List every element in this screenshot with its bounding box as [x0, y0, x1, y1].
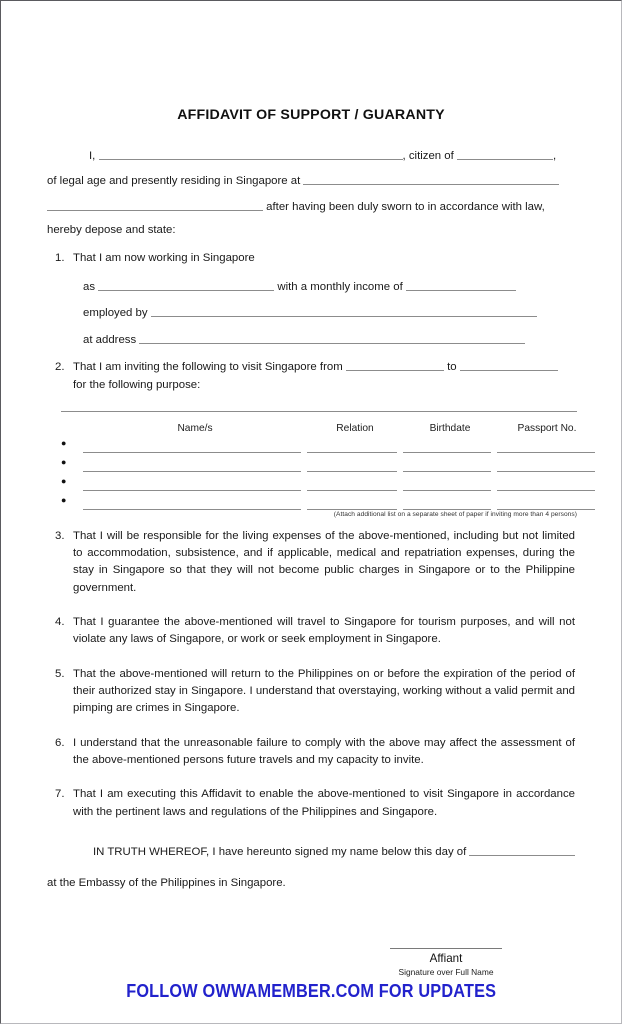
- employer-field[interactable]: [151, 306, 537, 317]
- signature-inner: [351, 948, 541, 977]
- employer-address-field[interactable]: [139, 333, 525, 344]
- item-5-number: 5.: [55, 667, 65, 680]
- column-header-relation: Relation: [336, 422, 374, 434]
- invitee-relation-field-1[interactable]: [307, 438, 397, 453]
- bullet-icon: ●: [61, 475, 67, 486]
- invitee-birthdate-field-2[interactable]: [403, 457, 491, 472]
- invitee-relation-field-3[interactable]: [307, 476, 397, 491]
- signature-block: [47, 948, 575, 977]
- to-label: to: [447, 361, 457, 374]
- item-6-number: 6.: [55, 736, 65, 749]
- invitee-name-field-2[interactable]: [83, 457, 301, 472]
- invitee-name-field-1[interactable]: [83, 438, 301, 453]
- item-7-text: That I am executing this Affidavit to enable the above-mentioned to visit Singapore in accordance with the pertinent laws and regulations of the Philippines and Singapore.: [73, 788, 575, 818]
- item-1-subline-address: [47, 333, 575, 346]
- bullet-icon: ●: [61, 494, 67, 505]
- column-header-passport: Passport No.: [517, 422, 577, 434]
- item-1-number: 1.: [55, 251, 65, 264]
- document-sheet: [1, 1, 621, 977]
- preamble-citizen-label: , citizen of: [402, 150, 454, 162]
- item-2: [47, 359, 575, 394]
- residence-address-field-2[interactable]: [47, 200, 263, 211]
- preamble-line-3: [47, 200, 575, 213]
- inviting-label: That I am inviting the following to visit Singapore from: [73, 361, 343, 374]
- item-4-text: That I guarantee the above-mentioned will travel to Singapore for tourism purposes, and will not violate any laws of Singapore, or work or seek employment in Singapore.: [73, 616, 575, 646]
- at-address-label: at address: [83, 333, 137, 346]
- item-6: [47, 735, 575, 770]
- invitee-passport-field-2[interactable]: [497, 457, 595, 472]
- column-header-names: Name/s: [177, 422, 213, 434]
- item-2-text: [73, 359, 575, 394]
- residence-address-field-1[interactable]: [303, 174, 559, 185]
- invitee-birthdate-field-3[interactable]: [403, 476, 491, 491]
- closing-line-2: at the Embassy of the Philippines in Singapore.: [47, 876, 286, 889]
- item-1-text: That I am now working in Singapore: [73, 251, 255, 264]
- in-truth-whereof-label: IN TRUTH WHEREOF, I have hereunto signed my name below this day of: [93, 846, 467, 859]
- visit-to-date-field[interactable]: [460, 360, 558, 371]
- page-title: AFFIDAVIT OF SUPPORT / GUARANTY: [177, 107, 445, 123]
- item-2-number: 2.: [55, 361, 65, 374]
- invitee-birthdate-field-4[interactable]: [403, 495, 491, 510]
- closing-line-1: [47, 843, 575, 861]
- item-1-subline-as: [47, 280, 575, 293]
- signing-date-field[interactable]: [469, 845, 575, 856]
- purpose-field[interactable]: [61, 411, 577, 412]
- closing-block: [47, 843, 575, 892]
- invitee-table-note: (Attach additional list on a separate sheet of paper if inviting more than 4 persons): [333, 510, 577, 518]
- item-3: [47, 528, 575, 597]
- preamble-line-2: [47, 174, 575, 187]
- citizenship-field[interactable]: [457, 149, 553, 160]
- preamble-i-label: I,: [89, 150, 96, 162]
- visit-from-date-field[interactable]: [346, 360, 444, 371]
- invitee-name-field-4[interactable]: [83, 495, 301, 510]
- item-6-text: I understand that the unreasonable failure to comply with the above may affect the assessment of the above-mentioned persons future travels and my capacity to invite.: [73, 736, 575, 767]
- table-row: [61, 472, 577, 491]
- sworn-label: after having been duly sworn to in accordance with law,: [266, 200, 545, 213]
- item-5: [47, 666, 575, 718]
- table-row: [61, 434, 577, 453]
- bullet-icon: ●: [61, 456, 67, 467]
- item-4-number: 4.: [55, 616, 65, 629]
- invitee-table: [61, 423, 577, 518]
- affiant-label: Affiant: [429, 952, 463, 966]
- footer-promo-text[interactable]: FOLLOW OWWAMEMBER.COM FOR UPDATES: [126, 980, 496, 1001]
- column-header-birthdate: Birthdate: [429, 422, 471, 434]
- affiant-name-field[interactable]: [99, 149, 403, 160]
- purpose-label: for the following purpose:: [73, 378, 201, 391]
- employed-by-label: employed by: [83, 307, 148, 320]
- invitee-table-header: [61, 423, 577, 434]
- item-7: [47, 786, 575, 821]
- item-3-text: That I will be responsible for the living expenses of the above-mentioned, including but not limited to accommodation, subsistence, and if applicable, medical and repatriation expenses, during the stay in Singapore so that they will not become public charges in Singapore or to the Philippine government.: [73, 529, 575, 594]
- invitee-name-field-3[interactable]: [83, 476, 301, 491]
- item-4: [47, 614, 575, 649]
- monthly-income-field[interactable]: [406, 280, 516, 291]
- invitee-birthdate-field-1[interactable]: [403, 438, 491, 453]
- table-row: [61, 491, 577, 510]
- footer: [1, 980, 621, 1002]
- bullet-icon: ●: [61, 437, 67, 448]
- item-1-subline-employer: [47, 306, 575, 319]
- as-label: as: [83, 280, 96, 293]
- invitee-passport-field-4[interactable]: [497, 495, 595, 510]
- monthly-income-label: with a monthly income of: [277, 280, 403, 293]
- preamble-line-1: [47, 149, 575, 162]
- item-1: [47, 250, 575, 267]
- invitee-relation-field-2[interactable]: [307, 457, 397, 472]
- signature-line[interactable]: [390, 948, 502, 949]
- invitee-passport-field-1[interactable]: [497, 438, 595, 453]
- occupation-field[interactable]: [98, 280, 274, 291]
- item-7-number: 7.: [55, 788, 65, 801]
- preamble-line-4: hereby depose and state:: [47, 224, 176, 237]
- invitee-relation-field-4[interactable]: [307, 495, 397, 510]
- signature-caption: Signature over Full Name: [398, 967, 494, 978]
- item-5-text: That the above-mentioned will return to the Philippines on or before the expiration of the period of their authorized stay in Singapore. I understand that overstaying, working without a valid permit and pimping are crimes in Singapore.: [73, 667, 575, 715]
- table-row: [61, 453, 577, 472]
- preamble-comma: ,: [552, 150, 557, 162]
- preamble-block: [47, 149, 575, 237]
- invitee-table-rows: [61, 434, 577, 510]
- item-3-number: 3.: [55, 529, 65, 542]
- residing-label: of legal age and presently residing in Singapore at: [47, 175, 301, 188]
- invitee-passport-field-3[interactable]: [497, 476, 595, 491]
